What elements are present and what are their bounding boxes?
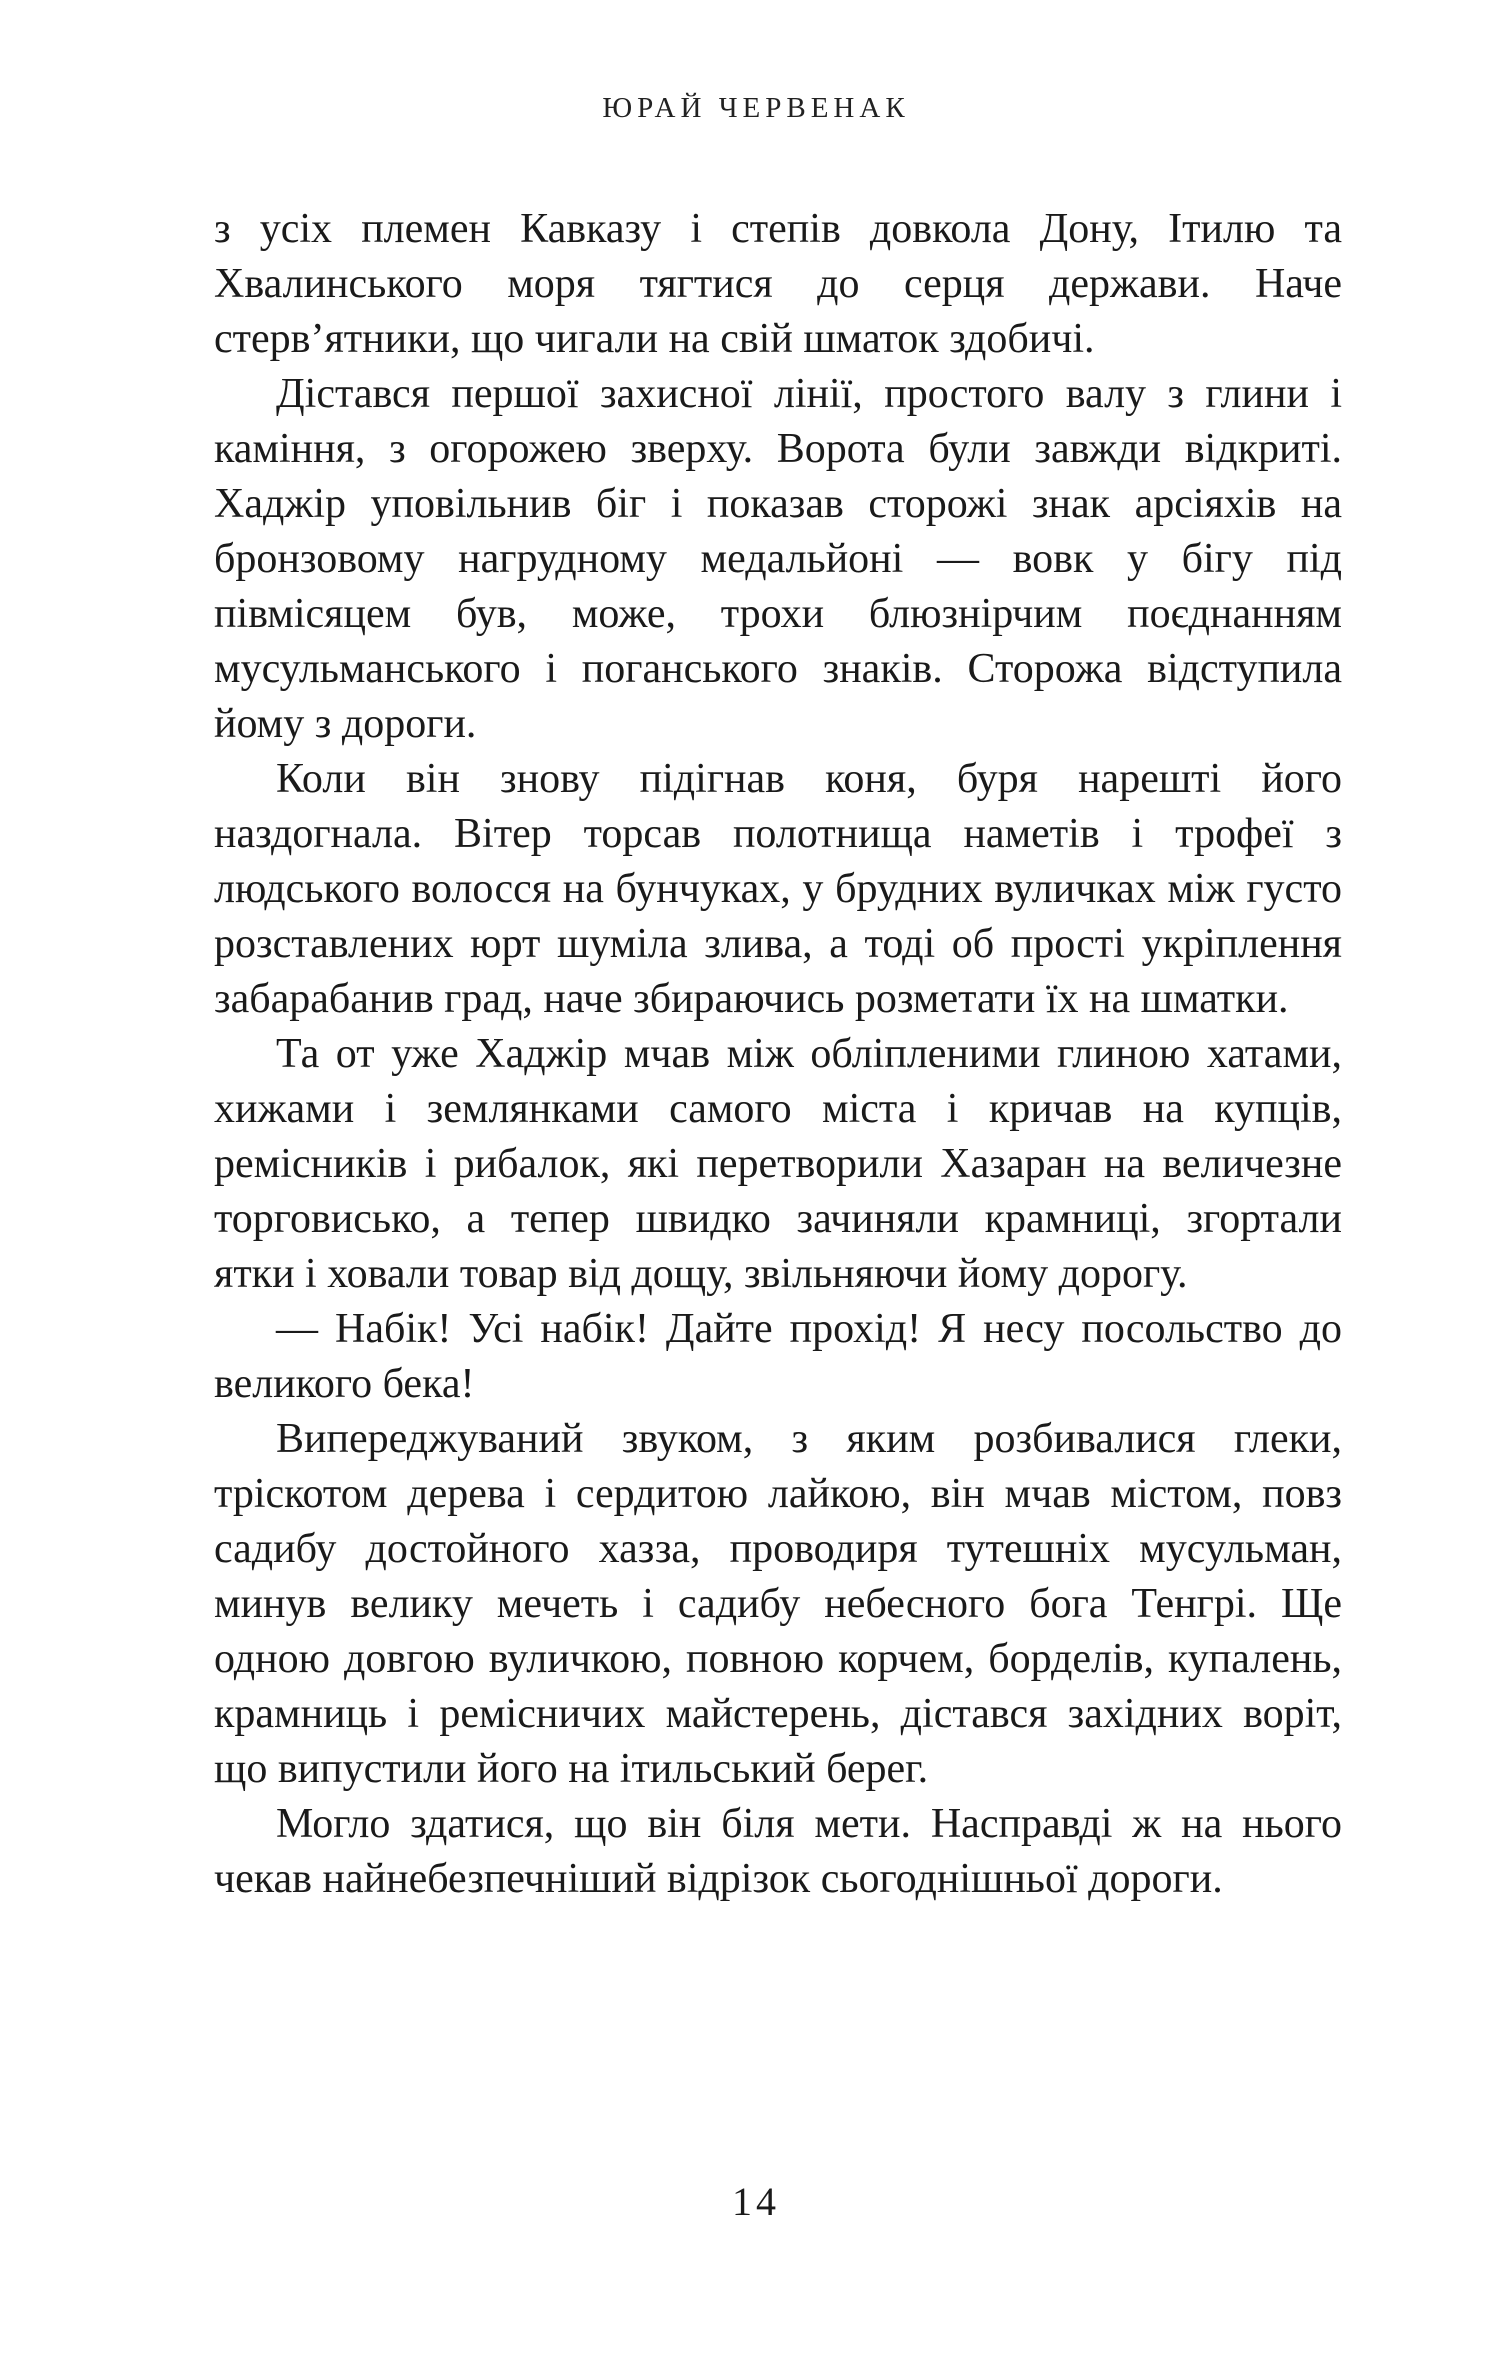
paragraph: Могло здатися, що він біля мети. Насправді ж на нього чекав найнебезпечніший відрізок сьогоднішньої дороги. <box>214 1801 1342 1902</box>
paragraph: Та от уже Хаджір мчав між обліпленими глиною хатами, хижами і землянками самого міста і кричав на купців, ремісників і рибалок, які перетворили Хазаран на величезне торговисько, а тепер швидко зачиняли крамниці, згортали ятки і ховали товар від дощу, звільняючи йому дорогу. <box>214 1031 1342 1297</box>
paragraph: Коли він знову підігнав коня, буря нарешті його наздогнала. Вітер торсав полотнища наметів і трофеї з людського волосся на бунчуках, у брудних вуличках між густо розставлених юрт шуміла злива, а тоді об прості укріплення забарабанив град, наче збираючись розметати їх на шматки. <box>214 756 1342 1022</box>
running-head-author: ЮРАЙ ЧЕРВЕНАК <box>602 92 910 124</box>
paragraph: Дістався першої захисної лінії, простого валу з глини і каміння, з огорожею зверху. Ворота були завжди відкриті. Хаджір уповільнив біг і показав сторожі знак арсіяхів на бронзовому нагрудному медальйоні — вовк у бігу під півмісяцем був, може, трохи блюзнірчим поєднанням мусульманського і поганського знаків. Сторожа відступила йому з дороги. <box>214 371 1342 747</box>
dialogue-line: — Набік! Усі набік! Дайте прохід! Я несу посольство до великого бека! <box>214 1306 1342 1407</box>
paragraph-continued: з усіх племен Кавказу і степів довкола Дону, Ітилю та Хвалинського моря тягтися до серця держави. Наче стерв’ятники, що чигали на свій шматок здобичі. <box>214 206 1342 362</box>
main-text <box>214 202 1342 1907</box>
page-number: 14 <box>732 2179 780 2224</box>
paragraph: Випереджуваний звуком, з яким розбивалися глеки, тріскотом дерева і сердитою лайкою, він мчав містом, повз садибу достойного хазза, проводиря тутешніх мусульман, минув велику мечеть і садибу небесного бога Тенгрі. Ще одною довгою вуличкою, повною корчем, борделів, купалень, крамниць і ремісничих майстерень, дістався західних воріт, що випустили його на ітильський берег. <box>214 1416 1342 1792</box>
